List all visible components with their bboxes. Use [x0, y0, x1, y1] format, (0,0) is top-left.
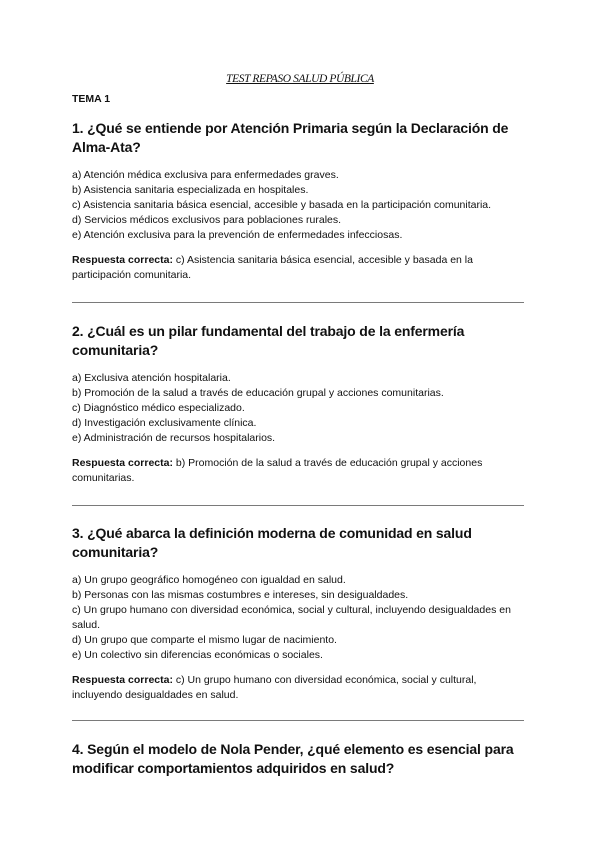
- question-block-2: [72, 322, 528, 486]
- options-list: [72, 371, 528, 446]
- question-heading: 3. ¿Qué abarca la definición moderna de comunidad en salud comunitaria?: [72, 525, 472, 560]
- answer-text: c) Asistencia sanitaria básica esencial, accesible y basada en la participación comunitaria.: [72, 254, 473, 281]
- option-b: b) Personas con las mismas costumbres e intereses, sin desigualdades.: [72, 589, 409, 601]
- option-a: a) Atención médica exclusiva para enfermedades graves.: [72, 169, 339, 181]
- correct-answer: [72, 673, 528, 703]
- question-block-3: [72, 524, 528, 703]
- question-heading: 1. ¿Qué se entiende por Atención Primaria según la Declaración de Alma-Ata?: [72, 120, 509, 155]
- divider: [72, 720, 524, 721]
- divider: [72, 302, 524, 303]
- divider: [72, 505, 524, 506]
- options-list: [72, 168, 528, 243]
- option-c: c) Un grupo humano con diversidad económica, social y cultural, incluyendo desigualdades en salud.: [72, 604, 511, 631]
- option-b: b) Asistencia sanitaria especializada en hospitales.: [72, 184, 309, 196]
- question-heading: 4. Según el modelo de Nola Pender, ¿qué elemento es esencial para modificar comportamientos adquiridos en salud?: [72, 741, 514, 776]
- answer-label: Respuesta correcta:: [72, 674, 173, 686]
- option-e: e) Administración de recursos hospitalarios.: [72, 432, 276, 444]
- option-e: e) Atención exclusiva para la prevención de enfermedades infecciosas.: [72, 229, 403, 241]
- section-label: TEMA 1: [72, 93, 111, 105]
- question-heading: 2. ¿Cuál es un pilar fundamental del trabajo de la enfermería comunitaria?: [72, 323, 465, 358]
- question-block-1: [72, 119, 528, 283]
- answer-text: c) Un grupo humano con diversidad económica, social y cultural, incluyendo desigualdades en salud.: [72, 674, 477, 701]
- option-c: c) Asistencia sanitaria básica esencial, accesible y basada en la participación comunitaria.: [72, 199, 492, 211]
- option-e: e) Un colectivo sin diferencias económicas o sociales.: [72, 649, 323, 661]
- option-b: b) Promoción de la salud a través de educación grupal y acciones comunitarias.: [72, 387, 444, 399]
- answer-label: Respuesta correcta:: [72, 254, 173, 266]
- option-c: c) Diagnóstico médico especializado.: [72, 402, 245, 414]
- option-a: a) Exclusiva atención hospitalaria.: [72, 372, 231, 384]
- answer-text: b) Promoción de la salud a través de educación grupal y acciones comunitarias.: [72, 457, 483, 484]
- question-block-4: [72, 740, 528, 778]
- answer-label: Respuesta correcta:: [72, 457, 173, 469]
- option-d: d) Investigación exclusivamente clínica.: [72, 417, 257, 429]
- option-d: d) Servicios médicos exclusivos para poblaciones rurales.: [72, 214, 342, 226]
- document-title: TEST REPASO SALUD PÚBLICA: [226, 73, 374, 85]
- options-list: [72, 573, 528, 663]
- option-a: a) Un grupo geográfico homogéneo con igualdad en salud.: [72, 574, 346, 586]
- correct-answer: [72, 253, 528, 283]
- option-d: d) Un grupo que comparte el mismo lugar de nacimiento.: [72, 634, 337, 646]
- correct-answer: [72, 456, 528, 486]
